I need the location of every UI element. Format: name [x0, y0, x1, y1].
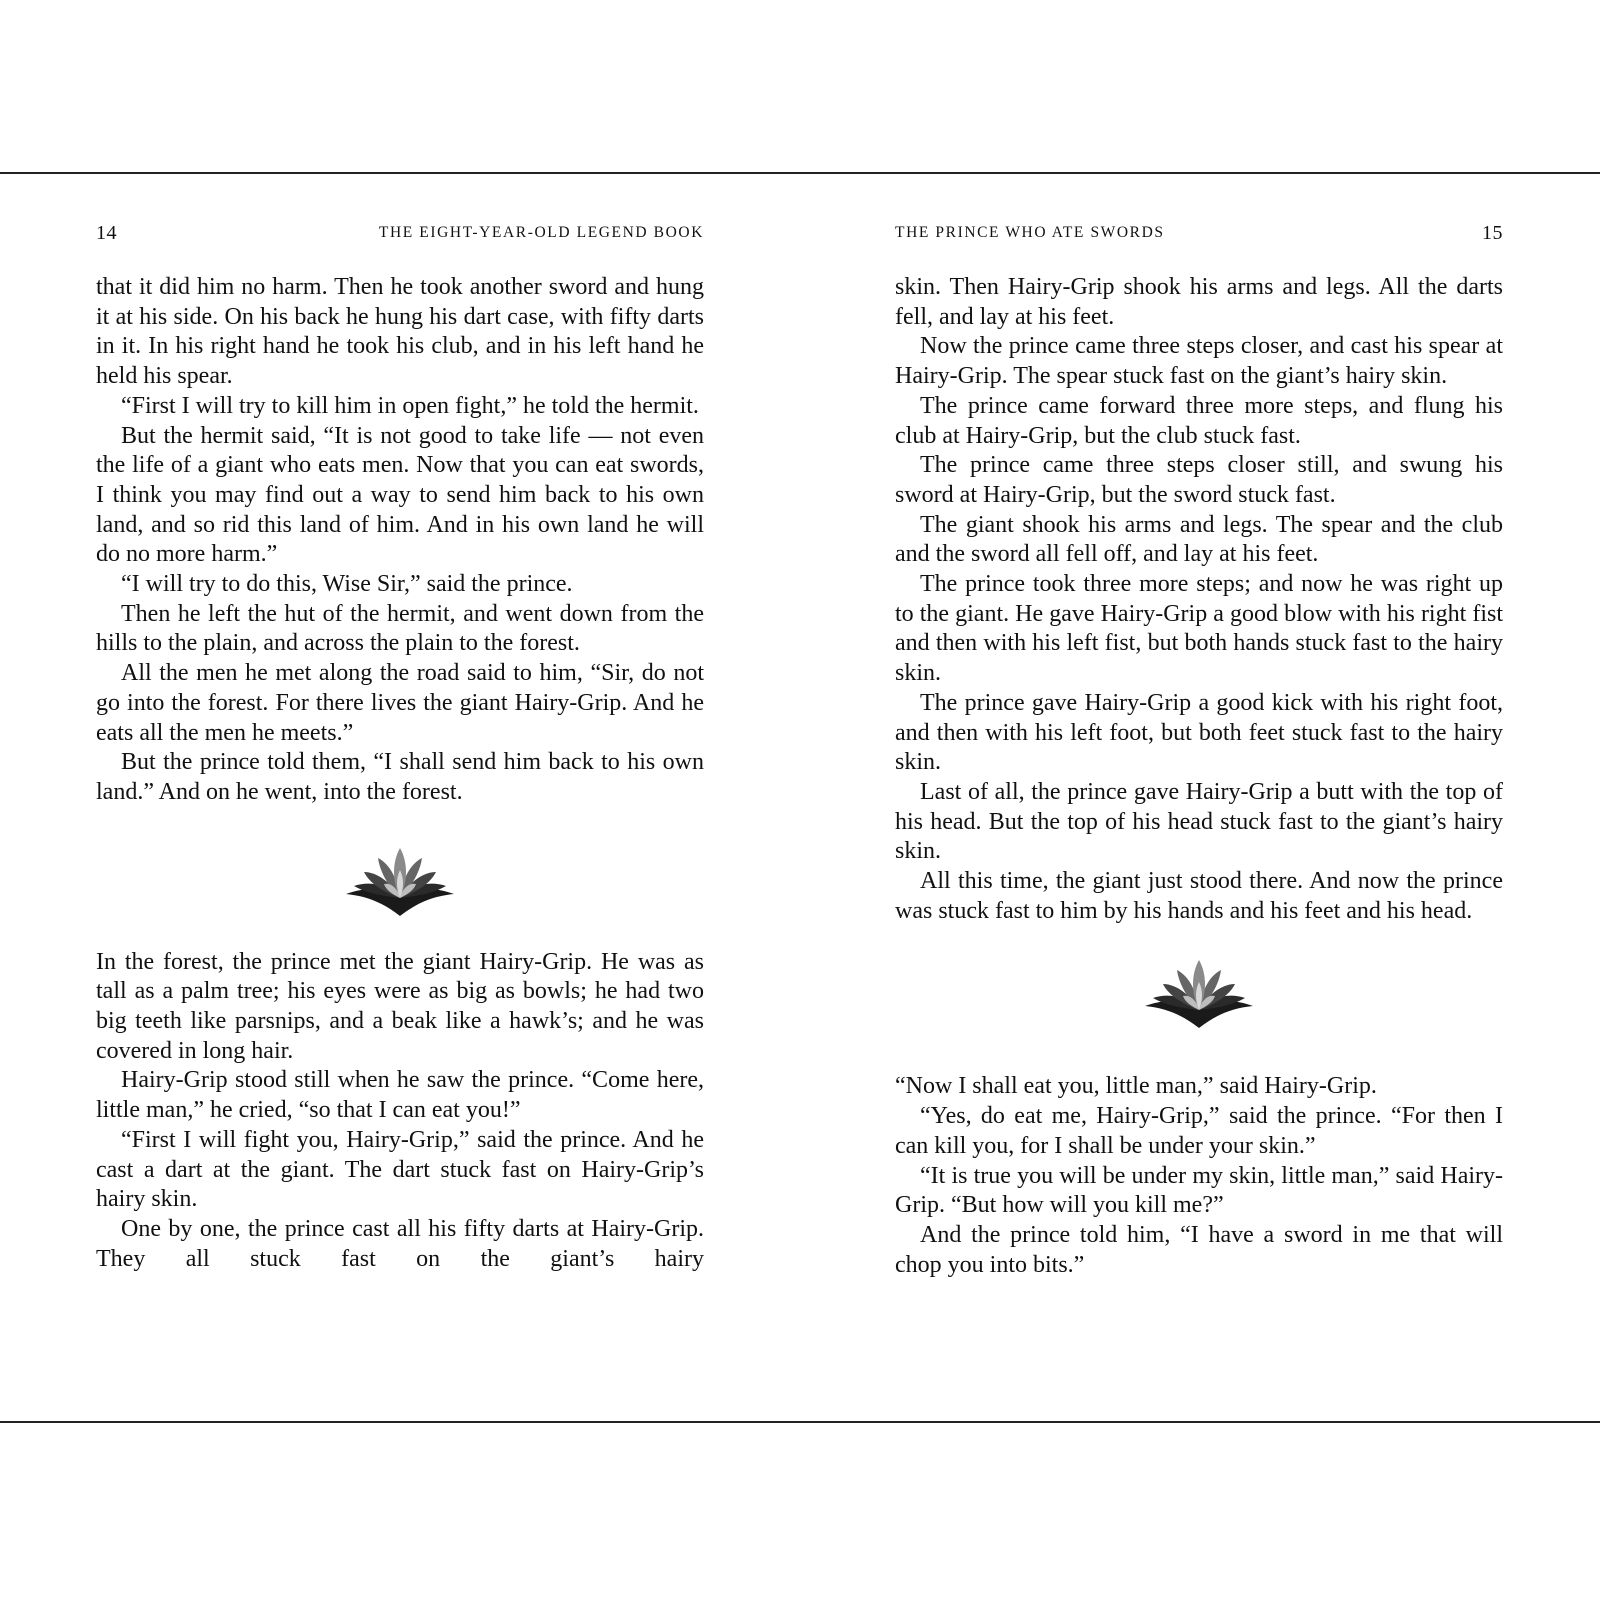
paragraph: “Yes, do eat me, Hairy-Grip,” said the prince. “For then I can kill you, for I shall be under your skin.” — [895, 1103, 1503, 1159]
paragraph: Now the prince came three steps closer, and cast his spear at Hairy-Grip. The spear stuck fast on the giant’s hairy skin. — [895, 333, 1503, 390]
book-title: THE EIGHT-YEAR-OLD LEGEND BOOK — [378, 224, 704, 241]
paragraph: But the hermit said, “It is not good to take life — not even the life of a giant who eats men. Now that you can eat swords, I think you may find out a way to send him back to his own land, and so rid this land of him. And in his own land he will do no more harm.” — [96, 422, 704, 568]
paragraph: The prince took three more steps; and now he was right up to the giant. He gave Hairy-Grip a good blow with his right fist and then with his left fist, but both hands stuck fast to the hairy skin. — [895, 571, 1503, 687]
paragraph: The prince gave Hairy-Grip a good kick with his right foot, and then with his left foot, but both feet stuck fast to the hairy skin. — [895, 689, 1503, 776]
paragraph: And the prince told him, “I have a sword in me that will chop you into bits.” — [895, 1221, 1503, 1278]
paragraph: All the men he met along the road said to him, “Sir, do not go into the forest. For there lives the giant Hairy-Grip. And he eats all the men he meets.” — [96, 660, 704, 746]
paragraph: All this time, the giant just stood there. And now the prince was stuck fast to him by his hands and his feet and his head. — [895, 868, 1503, 924]
paragraph: But the prince told them, “I shall send him back to his own land.” And on he went, into the forest. — [96, 749, 704, 805]
paragraph: Hairy-Grip stood still when he saw the prince. “Come here, little man,” he cried, “so that I can eat you!” — [96, 1067, 704, 1124]
paragraph: The prince came three steps closer still, and swung his sword at Hairy-Grip, but the sword stuck fast. — [895, 452, 1503, 508]
left-body-text — [96, 273, 704, 1274]
top-rule — [0, 172, 1600, 174]
lotus-icon — [344, 846, 456, 920]
paragraph: “First I will fight you, Hairy-Grip,” said the prince. And he cast a dart at the giant. The dart stuck fast on Hairy-Grip’s hairy skin. — [96, 1126, 704, 1213]
right-running-head — [895, 222, 1503, 248]
paragraph: In the forest, the prince met the giant Hairy-Grip. He was as tall as a palm tree; his eyes were as big as bowls; he had two big teeth like parsnips, and a beak like a hawk’s; and he was covered in long hair. — [96, 948, 704, 1064]
right-body-text — [895, 273, 1503, 1280]
paragraph: “It is true you will be under my skin, little man,” said Hairy-Grip. “But how will you kill me?” — [895, 1162, 1503, 1219]
left-running-head — [96, 222, 704, 248]
paragraph: “First I will try to kill him in open fight,” he told the hermit. — [121, 392, 699, 419]
paragraph: The giant shook his arms and legs. The spear and the club and the sword all fell off, and lay at his feet. — [895, 511, 1503, 568]
paragraph: The prince came forward three more steps, and flung his club at Hairy-Grip, but the club stuck fast. — [895, 392, 1503, 449]
bottom-rule — [0, 1421, 1600, 1423]
paragraph: “I will try to do this, Wise Sir,” said the prince. — [121, 571, 573, 598]
paragraph: that it did him no harm. Then he took another sword and hung it at his side. On his back he hung his dart case, with fifty darts in it. In his right hand he took his club, and in his left hand he held his spear. — [96, 274, 704, 390]
page-number: 14 — [96, 222, 117, 244]
chapter-title: THE PRINCE WHO ATE SWORDS — [895, 224, 1165, 241]
lotus-icon — [1143, 958, 1255, 1032]
paragraph: Last of all, the prince gave Hairy-Grip a butt with the top of his head. But the top of his head stuck fast to the giant’s hairy skin. — [895, 778, 1503, 865]
left-page — [96, 222, 704, 1274]
paragraph: Then he left the hut of the hermit, and went down from the hills to the plain, and across the plain to the forest. — [96, 600, 704, 657]
paragraph: One by one, the prince cast all his fifty darts at Hairy-Grip. They all stuck fast on the giant’s hairy — [96, 1215, 704, 1272]
page-number: 15 — [1482, 222, 1503, 244]
paragraph: “Now I shall eat you, little man,” said Hairy-Grip. — [895, 1073, 1377, 1100]
right-page — [895, 222, 1503, 1280]
paragraph: skin. Then Hairy-Grip shook his arms and legs. All the darts fell, and lay at his feet. — [895, 274, 1503, 330]
